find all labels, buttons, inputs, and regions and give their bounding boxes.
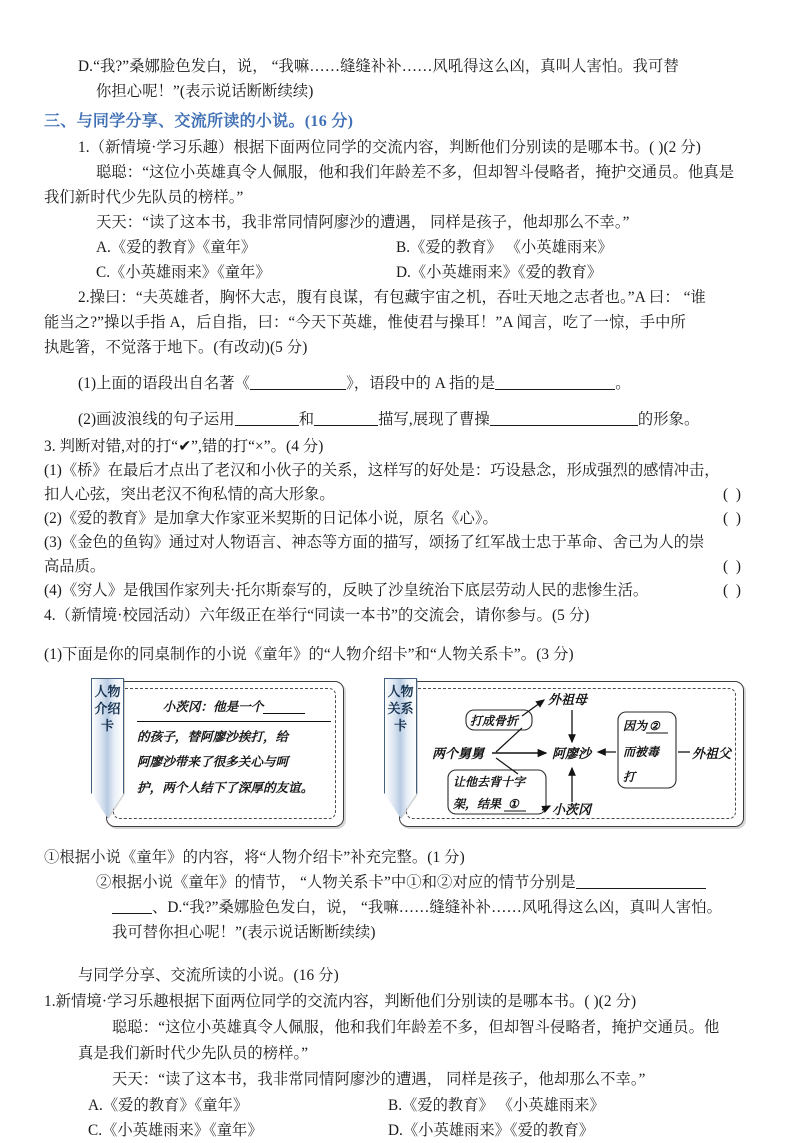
card-intro-line3: 阿廖沙带来了很多关心与呵 <box>137 754 289 769</box>
q1-speaker-congcong-cont: 我们新时代少先队员的榜样。” <box>44 189 244 206</box>
arrow-uncles-to-grandmother <box>522 700 544 716</box>
q4-tail <box>44 845 757 945</box>
q2-sub1 <box>44 371 757 396</box>
bottom-speaker-congcong: 聪聪：“这位小英雄真令人佩服，他和我们年龄差不多，但却智斗侵略者，掩护交通员。他 <box>112 1019 720 1036</box>
node-aliaosha: 阿廖沙 <box>552 747 592 762</box>
label-break-bone: 打成骨折 <box>470 714 519 728</box>
q4-tail-blank-2[interactable] <box>112 913 152 914</box>
node-grandfather: 外祖父 <box>692 747 732 762</box>
q3-stem: 3. 判断对错,对的打“✔”,错的打“×”。(4 分) <box>44 438 324 455</box>
q2-sub2-blank-1[interactable] <box>235 425 299 426</box>
card-intro-line2: 的孩子，替阿廖沙挨打，给 <box>137 728 289 744</box>
character-relation-card-ribbon <box>384 678 417 818</box>
bottom-option-b[interactable]: B.《爱的教育》 《小英雄雨来》 <box>388 1097 605 1114</box>
character-intro-card <box>94 681 344 827</box>
q3-item-1 <box>44 459 757 507</box>
character-intro-card-ribbon-label: 人物介绍卡 <box>94 684 121 733</box>
q2-passage-line1: 2.操曰：“夫英雄者，胸怀大志，腹有良谋，有包藏宇宙之机，吞吐天地之志者也。”A 曰： “谁 <box>78 289 706 306</box>
label-cross-line2: 架，结果 <box>453 797 502 811</box>
q2-sub2-text-b: 和 <box>298 411 315 428</box>
q4-tail-item2-line3: 我可替你担心呢！”(表示说话断断续续) <box>112 924 376 941</box>
card-intro-line1-text: 小茨冈：他是一个 <box>162 699 264 714</box>
label-because-number: ② <box>649 719 660 733</box>
q2-sub1-text-a: (1)上面的语段出自名著《 <box>78 375 251 392</box>
card-intro-blank[interactable] <box>263 713 305 714</box>
q4-sub1: (1)下面是你的同桌制作的小说《童年》的“人物介绍卡”和“人物关系卡”。(3 分) <box>44 646 574 663</box>
q4-tail-item2-line2 <box>44 895 757 920</box>
label-because-line1: 因为 <box>623 719 648 733</box>
q1-option-b[interactable]: B.《爱的教育》 《小英雄雨来》 <box>396 239 613 256</box>
character-relation-card <box>387 681 744 827</box>
node-xiaocigang: 小茨冈 <box>552 803 592 818</box>
bottom-option-a[interactable]: A.《爱的教育》《童年》 <box>88 1097 249 1114</box>
q2-passage-line3: 执匙箸，不觉落于地下。(有改动)(5 分) <box>44 339 308 356</box>
q3-item-2 <box>44 507 757 531</box>
card-intro-line1 <box>137 694 331 720</box>
q1-option-row-1 <box>44 235 757 260</box>
bottom-option-d[interactable]: D.《小英雄雨来》《爱的教育》 <box>388 1122 595 1139</box>
character-intro-card-ribbon <box>91 678 124 818</box>
q1-option-row-2 <box>44 260 757 285</box>
node-grandmother: 外祖母 <box>548 693 588 708</box>
q4-tail-item2-text-b: 、D.“我?”桑娜脸色发白，说， “我嘛……缝缝补补……风吼得这么凶，真叫人害怕。 <box>152 899 723 916</box>
q2-sub2-text-a: (2)画波浪线的句子运用 <box>78 411 235 428</box>
q3-item-3-line2-text: 高品质。 <box>44 558 106 575</box>
label-cross-line1: 让他去背十字 <box>453 775 526 789</box>
q1-stem: 1.（新情境·学习乐趣）根据下面两位同学的交流内容，判断他们分别读的是哪本书。( )(2 分) <box>78 139 701 156</box>
q2-sub2 <box>44 407 757 432</box>
label-cross-number: ① <box>508 797 519 811</box>
q1-option-d[interactable]: D.《小英雄雨来》《爱的教育》 <box>396 264 603 281</box>
character-intro-card-body <box>137 694 331 800</box>
bottom-repeated-section <box>44 963 757 1143</box>
q3-item-3 <box>44 531 757 579</box>
q3-item-3-line1: (3)《金色的鱼钩》通过对人物语言、神态等方面的描写，颂扬了红军战士忠于革命、舍己为人的崇 <box>44 534 705 551</box>
q4-tail-item2-text-a: ②根据小说《童年》的情节， “人物关系卡”中①和②对应的情节分别是 <box>96 874 576 891</box>
character-cards-area <box>44 681 757 833</box>
bottom-speaker-tiantian: 天天：“读了这本书，我非常同情阿廖沙的遭遇， 同样是孩子，他却那么不幸。” <box>112 1071 646 1088</box>
q3-item-4-text: (4)《穷人》是俄国作家列夫·托尔斯泰写的，反映了沙皇统治下底层劳动人民的悲惨生活。 <box>44 582 649 599</box>
bottom-speaker-congcong-cont: 真是我们新时代少先队员的榜样。” <box>78 1045 309 1062</box>
q2-sub2-blank-2[interactable] <box>314 425 378 426</box>
q3-item-1-line2-text: 扣人心弦，突出老汉不徇私情的高大形象。 <box>44 486 335 503</box>
q1-speaker-congcong: 聪聪：“这位小英雄真令人佩服，他和我们年龄差不多，但却智斗侵略者，掩护交通员。他真是 <box>96 164 735 181</box>
bottom-option-row-1 <box>44 1093 757 1118</box>
bottom-q1-stem: 1.新情境·学习乐趣根据下面两位同学的交流内容，判断他们分别读的是哪本书。( )(2 分) <box>44 993 637 1010</box>
option-d-line2: 你担心呢！”(表示说话断断续续) <box>96 83 314 100</box>
q1-option-c[interactable]: C.《小英雄雨来》《童年》 <box>96 264 271 281</box>
line-uncles-to-breakbone <box>496 728 522 752</box>
q4-tail-item2-line1 <box>44 870 757 895</box>
q3-item-2-answer-bracket[interactable]: ( ) <box>722 510 743 527</box>
q3-item-1-answer-bracket[interactable]: ( ) <box>722 486 743 503</box>
q2-sub2-text-c: 描写,展现了曹操 <box>378 411 490 428</box>
option-d-line1: D.“我?”桑娜脸色发白，说， “我嘛……缝缝补补……风吼得这么凶，真叫人害怕。我可替 <box>78 58 679 75</box>
card-intro-line4: 护，两个人结下了深厚的友谊。 <box>137 779 314 795</box>
section-heading: 三、与同学分享、交流所读的小说。(16 分) <box>44 113 354 130</box>
q3-item-3-line2 <box>44 555 757 579</box>
q2-passage-line2: 能当之?”操以手指 A，后自指，曰：“今天下英雄，惟使君与操耳！”A 闻言，吃了一惊，手中所 <box>44 314 686 331</box>
label-because-line2: 而被毒 <box>623 745 660 759</box>
q3-item-2-text: (2)《爱的教育》是加拿大作家亚米契斯的日记体小说，原名《心》。 <box>44 510 498 527</box>
q3-item-4 <box>44 579 757 603</box>
bottom-option-row-2 <box>44 1118 757 1143</box>
q2-sub2-blank-3[interactable] <box>490 425 638 426</box>
character-relation-card-ribbon-label: 人物关系卡 <box>387 684 414 733</box>
bottom-option-c[interactable]: C.《小英雄雨来》《童年》 <box>88 1122 263 1139</box>
q3-item-3-answer-bracket[interactable]: ( ) <box>722 558 743 575</box>
node-two-uncles: 两个舅舅 <box>432 747 485 762</box>
bottom-heading: 与同学分享、交流所读的小说。(16 分) <box>78 967 339 984</box>
q3-item-1-line1: (1)《桥》在最后才点出了老汉和小伙子的关系，这样写的好处是：巧设悬念，形成强烈的感情冲击， <box>44 462 720 479</box>
q3-item-4-answer-bracket[interactable]: ( ) <box>722 582 743 599</box>
q4-tail-item1: ①根据小说《童年》的内容，将“人物介绍卡”补充完整。(1 分) <box>44 849 465 866</box>
q1-speaker-tiantian: 天天：“读了这本书，我非常同情阿廖沙的遭遇， 同样是孩子，他却那么不幸。” <box>96 214 630 231</box>
q2-sub1-text-b: 》，语段中的 A 指的是 <box>346 375 496 392</box>
q4-tail-blank-1[interactable] <box>576 888 706 889</box>
q2-sub2-text-d: 的形象。 <box>637 411 700 428</box>
q3-item-1-line2 <box>44 483 757 507</box>
q2-sub1-text-c: 。 <box>615 375 631 392</box>
character-relation-diagram <box>430 686 740 824</box>
q2-sub1-blank-1[interactable] <box>250 389 346 390</box>
label-because-line3: 打 <box>623 770 636 784</box>
q1-option-a[interactable]: A.《爱的教育》《童年》 <box>96 239 257 256</box>
q4-stem: 4.（新情境·校园活动）六年级正在举行“同读一本书”的交流会，请你参与。(5 分) <box>44 607 590 624</box>
card-intro-rule <box>137 721 331 722</box>
q2-sub1-blank-2[interactable] <box>495 389 615 390</box>
